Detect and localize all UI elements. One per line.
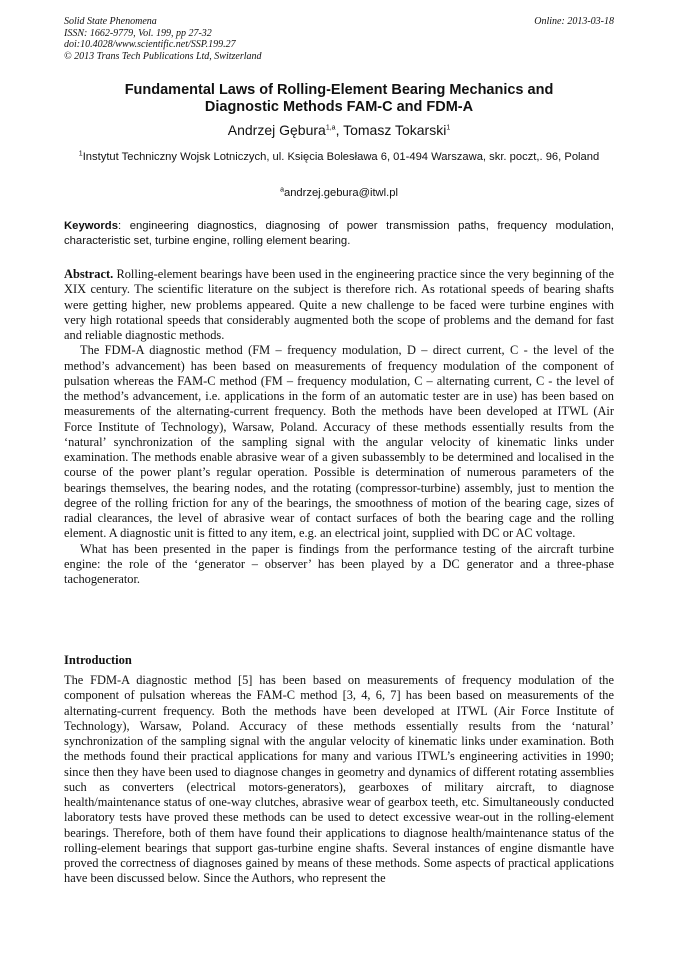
introduction-heading: Introduction — [64, 653, 132, 667]
affiliation — [64, 150, 614, 165]
online-date: Online: 2013-03-18 — [534, 16, 614, 27]
keywords-label: Keywords — [64, 220, 118, 232]
journal-header — [64, 16, 614, 62]
abstract-paragraph-2: The FDM-A diagnostic method (FM – frequency modulation, D – direct current, C - the level of the method’s advancement) has been based on measurements of frequency modulation of the component of pulsation whereas the FAM-C method (FM – frequency modulation, C – alternating current, C - the level of the method’s advancement, i.e. applications in the form of an automatic tester are in use) has been based on measurements of the alternating-current frequency. Both the methods have been developed at ITWL (Air Force Institute of Technology), Warsaw, Poland. Accuracy of these methods essentially results from the ‘natural’ synchronization of the sampling signal with the angular velocity of kinematic links under examination. The methods enable abrasive wear of a given subassembly to be determined and localised in the course of the power plant’s regular operation. Possible is determination of numerous parameters of the bearings themselves, the bearing nodes, and the rotating (compressor-turbine) assembly, just to mention the degree of the rolling friction for any of the bearings, the smoothness of motion of the bearing cage, sizes of radial clearances, the level of abrasive wear of contact surfaces of both the bearing cage and the rolling element. A diagnostic unit is fitted to any item, e.g. an electrical joint, supplied with DC or AC voltage. — [64, 343, 614, 541]
affiliation-mark: 1 — [78, 150, 83, 158]
abstract-paragraph-3: What has been presented in the paper is findings from the performance testing of the aircraft turbine engine: the role of the ‘generator – observer’ has been played by a DC generator and a three-phase tachogenerator. — [64, 541, 614, 586]
issn-line: ISSN: 1662-9779, Vol. 199, pp 27-32 — [64, 27, 212, 39]
abstract-paragraph-1 — [64, 267, 614, 343]
affiliation-text: Instytut Techniczny Wojsk Lotniczych, ul. Księcia Bolesława 6, 01-494 Warszawa, skr. poczt,. 96, Poland — [82, 151, 600, 163]
title-line-1: Fundamental Laws of Rolling-Element Bearing Mechanics and — [124, 82, 554, 98]
abstract-section — [64, 267, 614, 587]
author-1-affiliation-mark: 1,a — [325, 124, 336, 132]
keywords-text: : engineering diagnostics, diagnosing of power transmission paths, frequency modulation, characteristic set, turbine engine, rolling element bearing. — [64, 220, 614, 247]
keywords-section — [64, 219, 614, 249]
email-mark: a — [280, 186, 284, 194]
author-2-affiliation-mark: 1 — [446, 124, 451, 132]
author-list — [64, 122, 614, 138]
author-email — [64, 186, 614, 200]
abstract-label: Abstract. — [64, 267, 114, 281]
paper-title — [64, 82, 614, 116]
introduction-section — [64, 673, 614, 887]
title-line-2: Diagnostic Methods FAM-C and FDM-A — [204, 99, 474, 115]
author-separator: , — [335, 122, 344, 138]
abstract-p1-text: Rolling-element bearings have been used in the engineering practice since the very beginning of the XIX century. The scientific literature on the subject is therefore rich. As rotational speeds of bearing shafts were getting higher, new problems appeared. Quite a new challenge to be faced were turbine engines with very high rotational speeds that considerably augmented both the scope of problems and the demand for fast and reliable diagnostic methods. — [64, 267, 614, 342]
author-1: Andrzej Gębura — [227, 122, 326, 138]
author-2: Tomasz Tokarski — [343, 122, 447, 138]
doi-line: doi:10.4028/www.scientific.net/SSP.199.27 — [64, 39, 236, 50]
email-address[interactable]: andrzej.gebura@itwl.pl — [283, 187, 398, 199]
introduction-paragraph: The FDM-A diagnostic method [5] has been based on measurements of frequency modulation of the component of pulsation whereas the FAM-C method [3, 4, 6, 7] has been based on measurements of the alternating-current frequency. Both the methods have been developed at ITWL (Air Force Institute of Technology), Warsaw, Poland. Accuracy of these methods essentially results from the ‘natural’ synchronization of the sampling signal with the angular velocity of kinematic links under examination. Both the methods found their practical applications for many and various ITWL’s engineering activities in 1990; since then they have been used to diagnose changes in geometry and dynamics of different rotating assemblies such as converters (electrical motors-generators), gearboxes of military aircraft, to diagnose health/maintenance status of one-way clutches, abrasive wear of gearbox teeth, etc. Simultaneously conducted laboratory tests have proved these methods can be used to detect excessive wear-out in the rolling-element bearings. Therefore, both of them have found their applications to diagnose health/maintenance status of the rolling-element bearings that support gas-turbine engine shafts. Several instances of engine dismantle have proved the correctness of diagnoses gained by means of these methods. Some aspects of practical applications have been discussed below. Since the Authors, who represent the — [64, 673, 614, 886]
journal-name: Solid State Phenomena — [64, 16, 157, 27]
copyright-line: © 2013 Trans Tech Publications Ltd, Switzerland — [64, 50, 262, 62]
